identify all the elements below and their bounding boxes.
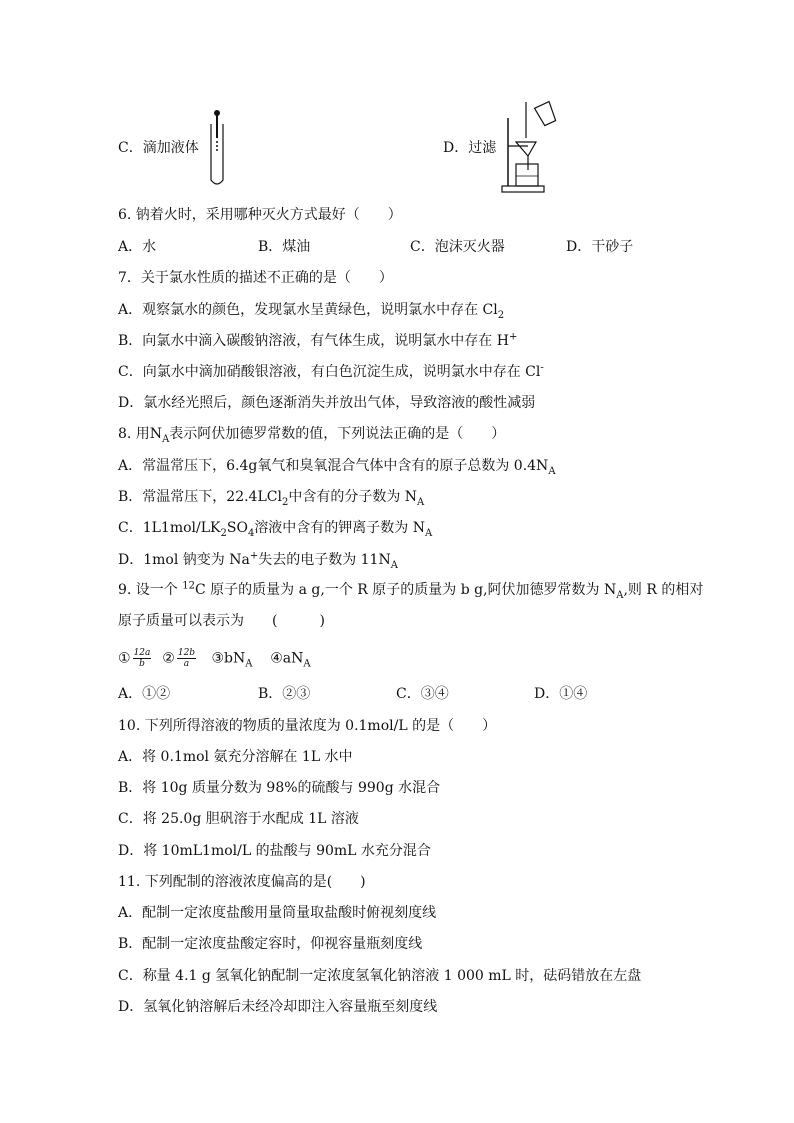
q6-option-c: C．泡沫灭火器 — [410, 239, 505, 255]
q9-option-b: B．②③ — [258, 686, 311, 702]
q8-option-a: A．常温常压下，6.4g氧气和臭氧混合气体中含有的原子总数为 $0.4N_A$ — [118, 458, 556, 477]
q5-option-c: C．滴加液体 — [118, 140, 199, 156]
q6-option-b: B．煤油 — [258, 239, 311, 255]
q8-option-c: C．$1L1mol/LK_2SO_4$溶液中含有的钾离子数为 $N_A$ — [118, 520, 433, 539]
fraction-12a-over-b: $\frac{12a}{b}$ — [133, 648, 151, 669]
q10-stem: 10. 下列所得溶液的物质的量浓度为 0.1mol/L 的是（ ） — [118, 718, 497, 734]
q7-option-a: A．观察氯水的颜色，发现氯水呈黄绿色，说明氯水中存在 $Cl_2$ — [118, 302, 505, 321]
filtration-apparatus-icon — [500, 98, 560, 194]
q6-option-d: D．干砂子 — [566, 239, 634, 255]
q6-stem: 6. 钠着火时，采用哪种灭火方式最好（ ） — [118, 207, 402, 223]
q11-option-d: D．氢氧化钠溶解后未经冷却即注入容量瓶至刻度线 — [118, 999, 438, 1015]
q9-option-a: A．①② — [118, 686, 171, 702]
q9-option-c: C．③④ — [396, 686, 449, 702]
q9-stem-line2: 原子质量可以表示为 ( ) — [118, 613, 325, 629]
q11-option-c: C．称量 4.1 g 氢氧化钠配制一定浓度氢氧化钠溶液 1 000 mL 时，砝码错放在左盘 — [118, 968, 642, 984]
q8-option-d: D．1mol 钠变为 Na+失去的电子数为 $11N_A$ — [118, 550, 398, 571]
q6-options — [118, 237, 678, 257]
q10-option-b: B．将 10g 质量分数为 98%的硫酸与 990g 水混合 — [118, 780, 441, 796]
q9-option-d: D．①④ — [534, 686, 588, 702]
q10-option-d: D．将 10mL1mol/L 的盐酸与 90mL 水充分混合 — [118, 843, 431, 859]
q8-option-b: B．常温常压下，22.4LCl$_2$中含有的分子数为 $N_A$ — [118, 489, 425, 508]
q11-option-b: B．配制一定浓度盐酸定容时，仰视容量瓶刻度线 — [118, 936, 423, 952]
q11-option-a: A．配制一定浓度盐酸用量筒量取盐酸时俯视刻度线 — [118, 905, 437, 921]
q7-option-b: B．向氯水中滴入碳酸钠溶液，有气体生成，说明氯水中存在 H+ — [118, 331, 518, 349]
q10-option-a: A．将 0.1mol 氨充分溶解在 1L 水中 — [118, 749, 353, 765]
q9-stem-line1: 9. 设一个 $^{12}$C 原子的质量为 a g,一个 R 原子的质量为 b g,阿伏加德罗常数为 $N_A$,则 R 的相对 — [118, 580, 704, 601]
fraction-12b-over-a: $\frac{12b}{a}$ — [177, 648, 196, 669]
q5-option-d: D．过滤 — [443, 140, 497, 156]
test-tube-dropper-icon — [205, 108, 229, 188]
q8-stem: 8. 用$N_A$表示阿伏加德罗常数的值，下列说法正确的是（ ） — [118, 426, 506, 445]
q7-stem: 7．关于氯水性质的描述不正确的是（ ） — [118, 270, 393, 286]
q6-option-a: A．水 — [118, 239, 157, 255]
q9-options — [118, 684, 678, 704]
q10-option-c: C．将 25.0g 胆矾溶于水配成 1L 溶液 — [118, 811, 359, 827]
q11-stem: 11. 下列配制的溶液浓度偏高的是( ) — [118, 874, 366, 890]
q7-option-c: C．向氯水中滴加硝酸银溶液，有白色沉淀生成，说明氯水中存在 Cl- — [118, 362, 544, 380]
q9-expressions: ① $\frac{12a}{b}$ ② $\frac{12b}{a}$ $③bN_A$ $④aN_A$ — [118, 648, 311, 670]
q7-option-d: D．氯水经光照后，颜色逐渐消失并放出气体，导致溶液的酸性减弱 — [118, 395, 536, 411]
